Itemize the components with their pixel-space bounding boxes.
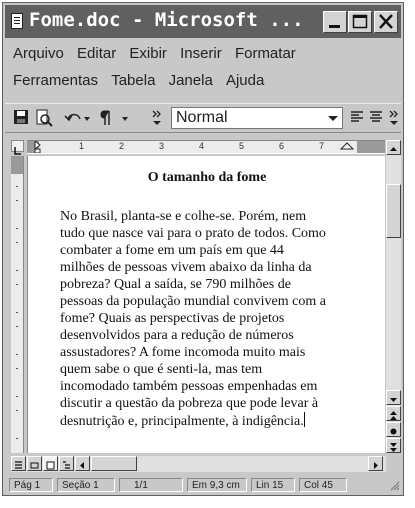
arrow-left-icon [76,459,89,472]
menu-janela[interactable]: Janela [168,72,213,89]
horizontal-scroll-thumb[interactable] [91,456,137,471]
menu-row-1 [13,45,305,62]
status-line: Lin 15 [251,478,295,492]
formatting-toolbar [5,103,401,133]
align-center-icon[interactable] [368,109,384,127]
window-title: Fome.doc - Microsoft ... [29,9,304,31]
normal-view-icon [12,459,25,472]
normal-view-button[interactable] [11,456,26,471]
status-section: Seção 1 [57,478,115,492]
previous-page-button[interactable] [386,406,401,421]
title-bar[interactable] [5,5,401,38]
horizontal-ruler[interactable] [27,140,385,154]
web-layout-icon [28,459,41,472]
print-layout-button[interactable] [43,456,58,471]
resize-grip-icon[interactable] [389,480,400,491]
menu-formatar[interactable]: Formatar [234,45,296,62]
document-icon[interactable] [11,13,23,29]
more-buttons-icon[interactable] [151,109,163,127]
document-area[interactable] [27,156,385,453]
status-column: Col 45 [299,478,347,492]
document-line: quem sabe o que é senti-la, mas tem [60,362,263,377]
scroll-thumb[interactable] [386,184,401,238]
horizontal-scrollbar-area [11,456,386,472]
tab-selector[interactable] [11,140,24,152]
document-line-last [60,412,382,430]
vertical-ruler[interactable] [11,156,24,453]
document-line: fome? Quais as perspectivas de projetos [60,311,285,326]
close-button[interactable] [374,11,398,33]
document-line: discutir a questão da pobreza que pode levar à [60,396,319,411]
save-icon[interactable] [13,109,29,127]
ruler-label-3: 3 [159,141,165,151]
ruler-label-1: 1 [79,141,85,151]
status-page: Pág 1 [9,478,53,492]
ruler-label-2: 2 [119,141,125,151]
status-pages: 1/1 [119,478,183,492]
style-value: Normal [176,109,228,126]
paragraph-dropdown-icon[interactable] [119,109,137,127]
maximize-button[interactable] [348,11,372,33]
print-layout-icon [44,459,57,472]
document-line-text: desnutrição e, principalmente, à indigência. [60,414,304,429]
close-icon [375,12,397,32]
arrow-up-icon [387,143,400,156]
document-line: pobreza? Qual a saída, se 790 milhões de [60,277,291,292]
outline-view-button[interactable] [59,456,74,471]
document-line: incomodado também pessoas empenhadas em [60,379,318,394]
double-arrow-down-icon [387,441,400,454]
select-browse-object-button[interactable] [386,422,401,437]
arrow-right-icon [369,459,382,472]
menu-bar [5,40,401,98]
application-window [2,2,404,496]
status-bar [5,476,401,495]
minimize-button[interactable] [323,11,347,33]
document-title: O tamanho da fome [147,170,267,185]
more-toolbar-icon[interactable] [388,109,400,127]
menu-ajuda[interactable]: Ajuda [225,72,265,89]
menu-tabela[interactable]: Tabela [111,72,156,89]
menu-ferramentas[interactable]: Ferramentas [13,72,99,89]
menu-editar[interactable]: Editar [77,45,117,62]
status-extra [351,478,391,492]
menu-row-2 [13,72,273,89]
document-line: assustadores? A fome incomoda muito mais [60,345,306,360]
ruler-label-5: 5 [239,141,245,151]
scroll-down-button[interactable] [386,390,401,405]
paragraph-mark-icon[interactable] [99,109,113,127]
web-layout-button[interactable] [27,456,42,471]
scroll-up-button[interactable] [386,140,401,155]
arrow-down-icon [387,393,400,406]
document-line: tudo que nasce vai para o prato de todos. Como [60,226,326,241]
undo-icon[interactable] [63,109,91,127]
minimize-icon [324,12,346,32]
print-preview-icon[interactable] [35,109,53,127]
vertical-ruler-ticks [11,156,23,453]
document-body[interactable] [60,208,382,430]
browse-object-icon [387,425,400,438]
vertical-scrollbar[interactable] [386,140,401,453]
double-arrow-up-icon [387,409,400,422]
document-line: milhões de pessoas vivem abaixo da linha da [60,260,312,275]
tab-stop-icon [12,146,23,156]
chevron-down-icon[interactable] [328,116,338,121]
menu-inserir[interactable]: Inserir [180,45,222,62]
style-dropdown[interactable] [171,107,343,129]
document-line: combater a fome em um país em que 44 [60,243,284,258]
status-position: Em 9,3 cm [187,478,247,492]
next-page-button[interactable] [386,438,401,453]
document-line: pessoas da população mundial convivem com a [60,294,326,309]
document-line: No Brasil, planta-se e colhe-se. Porém, nem [60,209,307,224]
ruler-label-7: 7 [319,141,325,151]
scroll-right-button[interactable] [368,456,383,471]
maximize-icon [349,12,371,32]
text-cursor [304,412,305,427]
scroll-left-button[interactable] [75,456,90,471]
align-left-icon[interactable] [349,109,365,127]
outline-view-icon [60,459,73,472]
menu-arquivo[interactable]: Arquivo [13,45,64,62]
ruler-label-6: 6 [279,141,285,151]
document-line: desenvolvidos para a redução de números [60,328,294,343]
menu-exibir[interactable]: Exibir [129,45,167,62]
ruler-label-4: 4 [199,141,205,151]
